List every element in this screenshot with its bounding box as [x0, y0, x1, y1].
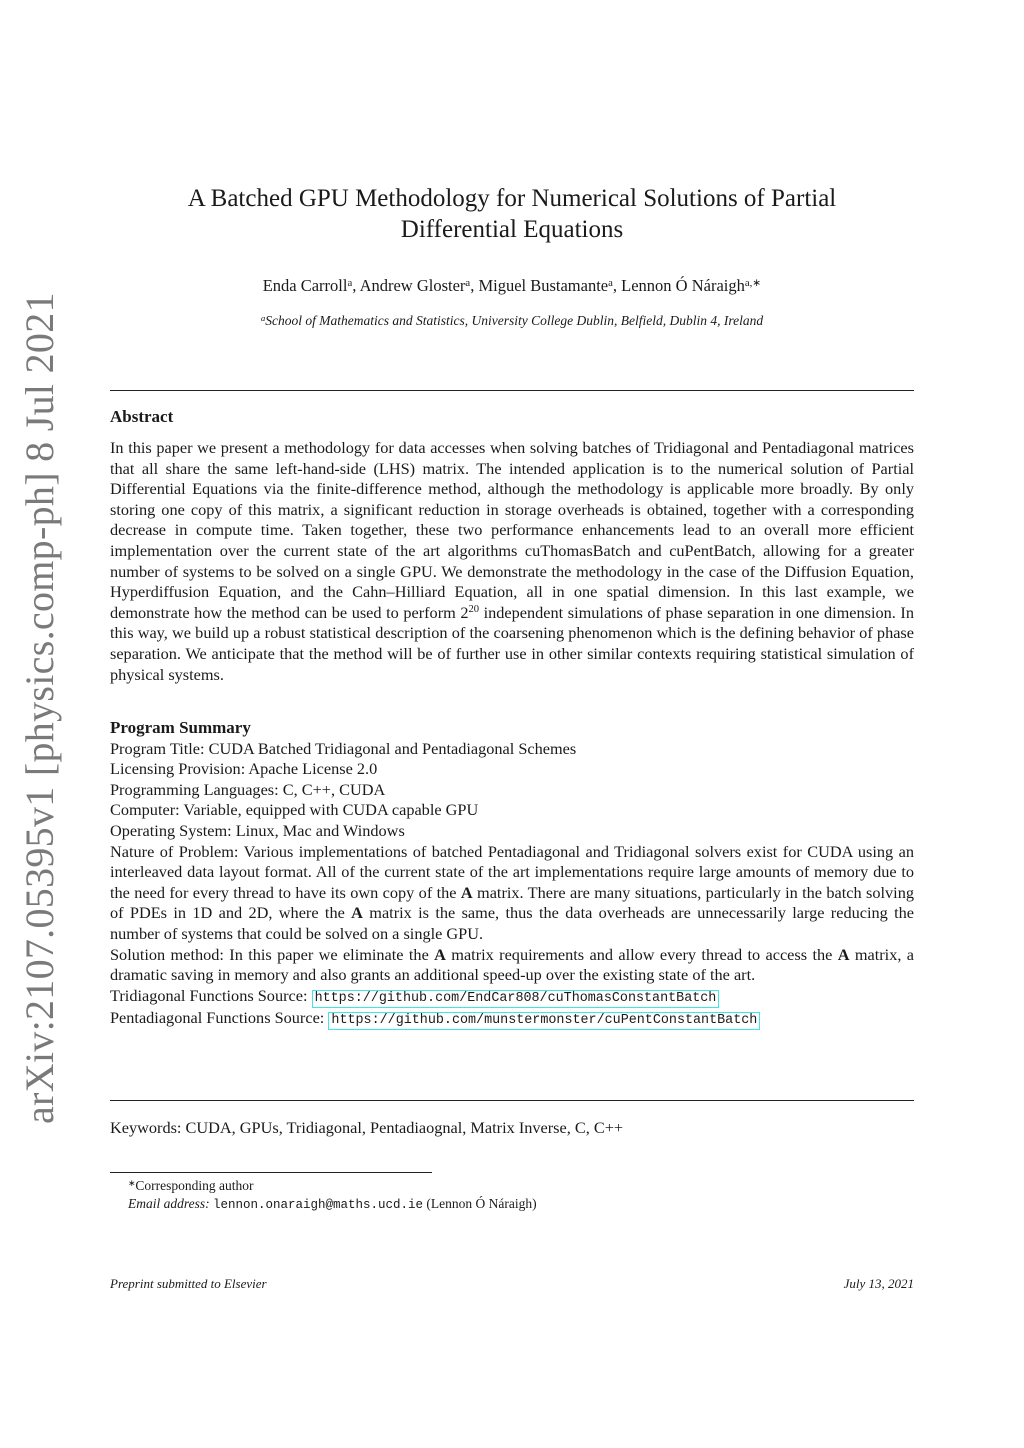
matrix-symbol: A	[837, 944, 850, 964]
affiliation-text: School of Mathematics and Statistics, University College Dublin, Belfield, Dublin 4, Ireland	[265, 313, 764, 328]
author-name: Miguel Bustamante	[478, 276, 609, 295]
title-line-2: Differential Equations	[400, 216, 624, 243]
email-owner: (Lennon Ó Náraigh)	[426, 1196, 537, 1211]
nature-text-b: matrix. There are many situations, particularly in the batch solving of PDEs in 1D and 2D, where the	[110, 882, 914, 923]
author-mark: a,∗	[744, 276, 762, 289]
pentadiagonal-source-label: Pentadiagonal Functions Source:	[110, 1007, 329, 1027]
title-line-1: A Batched GPU Methodology for Numerical Solutions of Partial	[187, 185, 837, 212]
email-label: Email address:	[128, 1196, 210, 1211]
footnote	[128, 1177, 908, 1214]
author-mark: a	[608, 276, 613, 289]
footnote-mark: ∗	[128, 1177, 136, 1188]
abstract-text-part1: In this paper we present a methodology for data accesses when solving batches of Tridiagonal and Pentadiagonal matrices that all share the same left-hand-side (LHS) matrix. The intended application is to the numerical solution of Partial Differential Equations via the finite-difference method, although the methodology is applicable more broadly. By only storing one copy of this matrix, a significant reduction in storage overheads is obtained, together with a corresponding decrease in compute time. Taken together, these two performance enhancements lead to an overall more efficient implementation over the current state of the art algorithms cuThomasBatch and cuPentBatch, allowing for a greater number of systems to be solved on a single GPU. We demonstrate the methodology in the case of the Diffusion Equation, Hyperdiffusion Equation, and the Cahn–Hilliard Equation, all in one spatial dimension. In this last example, we demonstrate how the method can be used to perform 2	[110, 438, 914, 622]
license-line: Licensing Provision: Apache License 2.0	[110, 759, 378, 779]
abstract-heading: Abstract	[110, 407, 174, 426]
tridiagonal-source-line	[110, 986, 914, 1008]
program-title-line: Program Title: CUDA Batched Tridiagonal and Pentadiagonal Schemes	[110, 738, 577, 758]
solution-text-c: matrix, a dramatic saving in memory and also grants an additional speed-up over the existing state of the art.	[110, 944, 914, 985]
abstract-exponent: 20	[468, 604, 480, 616]
matrix-symbol: A	[434, 944, 446, 964]
author-mark: a	[465, 276, 471, 289]
corresponding-author-note	[128, 1177, 908, 1195]
footer-date: July 13, 2021	[843, 1276, 914, 1291]
paper-title	[110, 183, 914, 245]
tridiagonal-source-link[interactable]: https://github.com/EndCar808/cuThomasConstantBatch	[312, 990, 720, 1008]
os-line: Operating System: Linux, Mac and Windows	[110, 820, 405, 840]
nature-text-a: Nature of Problem: Various implementations of batched Pentadiagonal and Tridiagonal solvers exist for CUDA using an interleaved data layout format. All of the current state of the art implementations require large amounts of memory due to the need for every thread to have its own copy of the	[110, 841, 914, 902]
author-name: Lennon Ó Náraigh	[621, 276, 745, 295]
program-summary-heading: Program Summary	[110, 718, 251, 737]
corresponding-author-text: Corresponding author	[135, 1178, 254, 1193]
abstract-body	[110, 438, 914, 685]
affiliation	[110, 313, 914, 329]
computer-line: Computer: Variable, equipped with CUDA capable GPU	[110, 800, 479, 820]
pentadiagonal-source-link[interactable]: https://github.com/munstermonster/cuPentConstantBatch	[328, 1012, 760, 1030]
abstract-top-rule	[110, 390, 914, 391]
solution-method	[110, 945, 914, 986]
program-summary	[110, 718, 914, 1030]
author-name: Andrew Gloster	[359, 276, 466, 295]
solution-text-a: Solution method: In this paper we eliminate the	[110, 944, 435, 964]
solution-text-b: matrix requirements and allow every thread to access the	[445, 944, 838, 964]
author-mark: a	[347, 276, 353, 289]
matrix-symbol: A	[460, 882, 473, 902]
abstract-bottom-rule	[110, 1100, 914, 1101]
email-address[interactable]: lennon.onaraigh@maths.ucd.ie	[213, 1198, 424, 1212]
affiliation-mark: a	[260, 312, 266, 323]
abstract-text-part2: independent simulations of phase separation in one dimension. In this way, we build up a robust statistical description of the coarsening phenomenon which is the defining behavior of phase separation. We anticipate that the method will be of further use in other similar contexts requiring statistical simulation of physical systems.	[110, 602, 914, 684]
author-list: Enda Carroll$^a$, Andrew Gloster$^a$, Miguel Bustamante$^a$, Lennon Ó Náraigh$^{a,∗}$	[262, 276, 762, 295]
arxiv-identifier-stamp: arXiv:2107.05395v1 [physics.comp-ph] 8 Jul 2021	[17, 292, 62, 1124]
footnote-rule	[110, 1172, 432, 1173]
author-name: Enda Carroll	[262, 276, 348, 295]
nature-text-c: matrix is the same, thus the data overheads are unnecessarily large reducing the number of systems that could be solved on a single GPU.	[110, 903, 914, 943]
keywords: Keywords: CUDA, GPUs, Tridiagonal, Pentadiaognal, Matrix Inverse, C, C++	[110, 1118, 624, 1137]
matrix-symbol: A	[351, 903, 363, 923]
pentadiagonal-source-line	[110, 1008, 914, 1030]
footer-preprint-note: Preprint submitted to Elsevier	[110, 1276, 267, 1291]
nature-of-problem	[110, 842, 914, 945]
tridiagonal-source-label: Tridiagonal Functions Source:	[110, 985, 312, 1005]
email-line	[128, 1195, 908, 1214]
languages-line: Programming Languages: C, C++, CUDA	[110, 779, 386, 799]
